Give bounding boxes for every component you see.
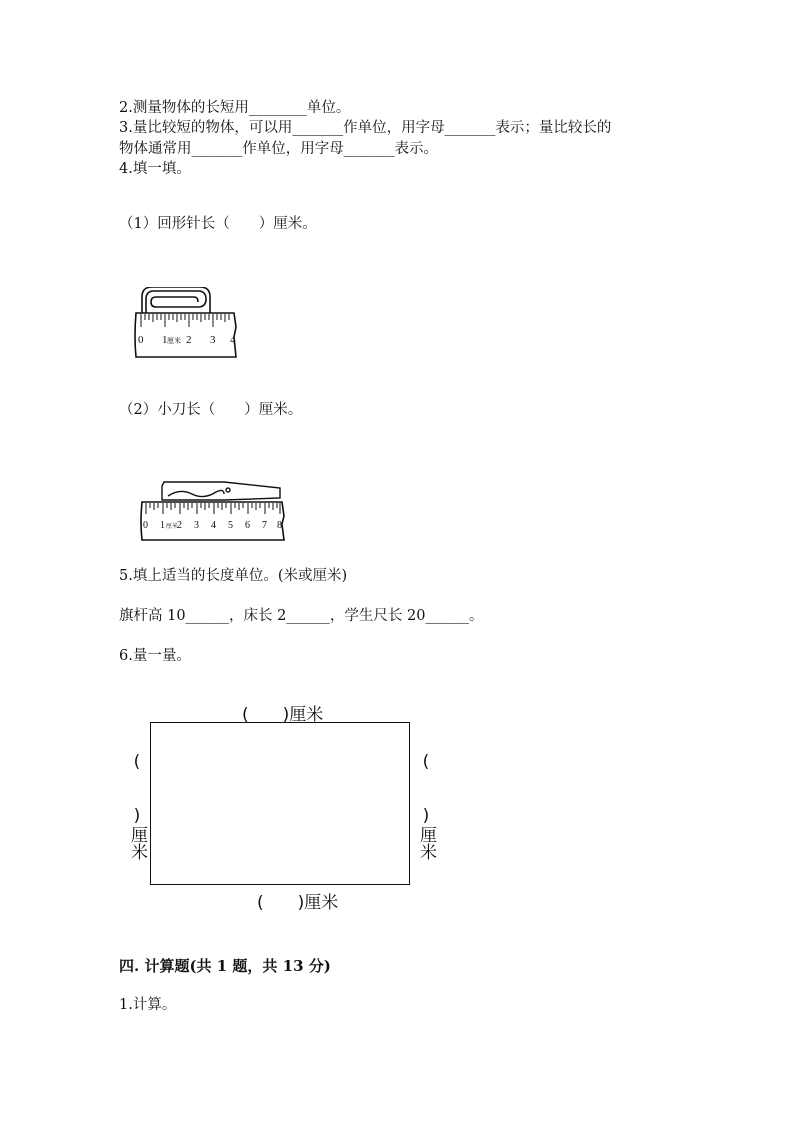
ruler2-tick-5: 5 xyxy=(228,520,233,531)
ruler1-tick-4: 4 xyxy=(230,334,236,346)
section-4-heading: 四. 计算题(共 1 题，共 13 分) xyxy=(119,957,331,975)
ruler2-tick-4: 4 xyxy=(211,520,216,531)
ruler1-tick-3: 3 xyxy=(210,334,216,346)
ruler2-tick-3: 3 xyxy=(194,520,199,531)
ruler1-tick-1: 1 xyxy=(162,334,168,346)
question-2: 2.测量物体的长短用________单位。 xyxy=(119,100,351,116)
ruler2-tick-8: 8 xyxy=(277,520,282,531)
rect-left-label: ( )厘米 xyxy=(127,752,147,860)
rect-right-label: ( )厘米 xyxy=(416,752,436,860)
ruler1-tick-0: 0 xyxy=(138,334,144,346)
ruler-ticks xyxy=(146,503,280,514)
ruler1-unit-mark: 厘米 xyxy=(167,337,181,345)
question-4: 4.填一填。 xyxy=(119,161,191,177)
question-4-1: （1）回形针长（ ）厘米。 xyxy=(119,216,317,232)
question-4-2: （2）小刀长（ ）厘米。 xyxy=(119,402,303,418)
ruler2-tick-7: 7 xyxy=(262,520,267,531)
ruler1-tick-2: 2 xyxy=(186,334,192,346)
ruler2-tick-2: 2 xyxy=(177,520,182,531)
ruler2-unit-mark: 厘米 xyxy=(166,524,179,530)
question-6: 6.量一量。 xyxy=(119,648,191,664)
paperclip-ruler-illustration xyxy=(132,287,240,363)
measure-rectangle xyxy=(150,722,410,885)
section-4-question-1: 1.计算。 xyxy=(119,997,177,1013)
ruler2-tick-1: 1 xyxy=(160,520,165,531)
rect-top-label: ( )厘米 xyxy=(242,705,324,725)
ruler2-tick-6: 6 xyxy=(245,520,250,531)
question-5: 5.填上适当的长度单位。(米或厘米) xyxy=(119,568,348,584)
ruler-ticks xyxy=(141,314,229,327)
rect-bottom-label: ( )厘米 xyxy=(257,893,339,913)
knife-ruler-illustration xyxy=(140,478,286,544)
question-5-blanks: 旗杆高 10______，床长 2______，学生尺长 20______。 xyxy=(119,608,484,624)
question-3-line1: 3.量比较短的物体，可以用_______作单位，用字母_______表示；量比较长的 xyxy=(119,120,612,136)
paperclip-icon xyxy=(142,287,210,313)
question-3-line2: 物体通常用_______作单位，用字母_______表示。 xyxy=(119,141,438,157)
ruler2-tick-0: 0 xyxy=(143,520,148,531)
knife-icon xyxy=(162,482,280,500)
